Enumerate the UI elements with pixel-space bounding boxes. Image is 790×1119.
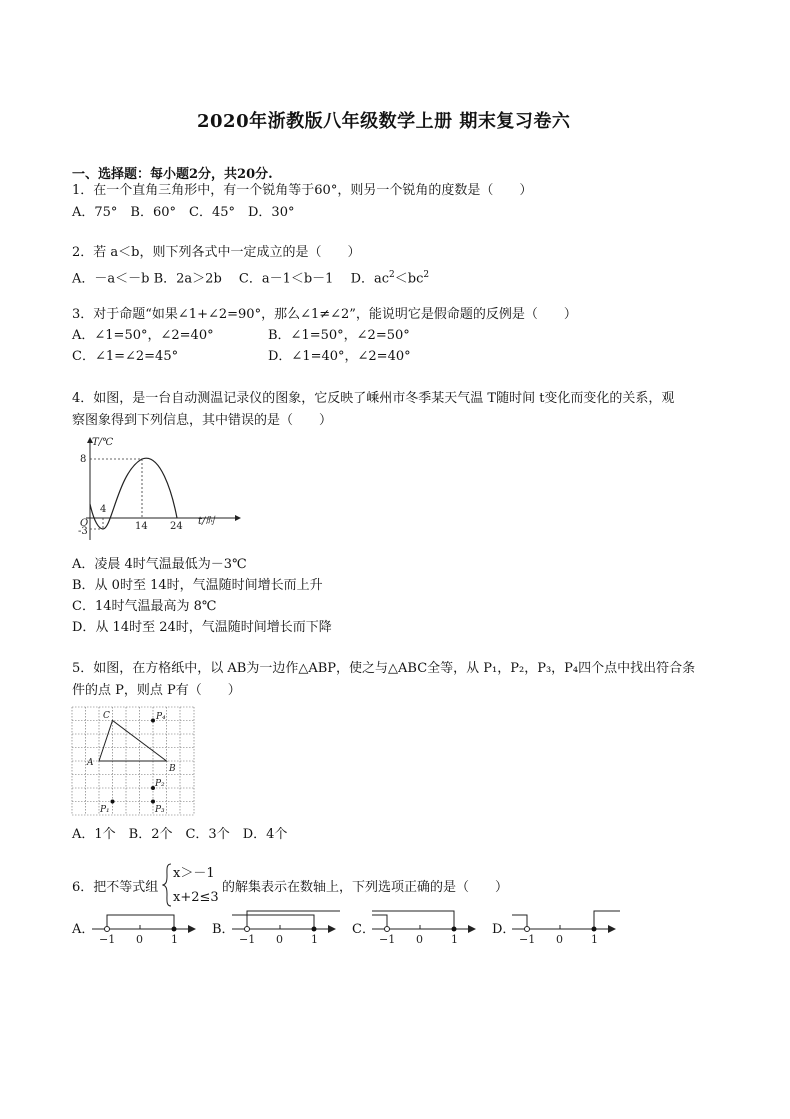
q6-option-a-number-line [90, 905, 200, 949]
point-p4 [151, 719, 155, 723]
q2-opt-mid: ＜bc [394, 271, 424, 287]
q3-option-c: C．∠1=∠2=45° [72, 349, 179, 364]
q5-stem-line1: 5．如图，在方格纸中，以 AB为一边作△ABP，使之与△ABC全等，从 P₁，P₂，P₃，P₄四个点中找出符合条 [72, 661, 696, 676]
q4-stem-line1: 4．如图，是一台自动测温记录仪的图象，它反映了嵊州市冬季某天气温 T随时间 t变化而变化的关系，观 [72, 391, 675, 406]
q2-options [72, 267, 429, 287]
q6-stem-suffix: 的解集表示在数轴上，下列选项正确的是（ ） [222, 880, 509, 895]
q6-inequality-1: x＞－1 [173, 866, 215, 881]
point-p3 [151, 800, 155, 804]
tick-1: 1 [171, 933, 178, 946]
label-p2: P₂ [155, 779, 165, 789]
q5-options: A．1个 B．2个 C．3个 D．4个 [72, 827, 288, 842]
q2-stem: 2．若 a＜b，则下列各式中一定成立的是（ ） [72, 245, 361, 260]
q4-stem-line2: 察图象得到下列信息，其中错误的是（ ） [72, 413, 333, 428]
tick-0: 0 [556, 933, 563, 946]
triangle-abc [99, 721, 167, 762]
tick-neg1: −1 [99, 933, 116, 946]
q3-option-d: D．∠1=40°，∠2=40° [268, 349, 411, 364]
tick-0: 0 [276, 933, 283, 946]
q6-option-d-number-line [510, 905, 622, 949]
tick-neg1: −1 [239, 933, 256, 946]
tick-neg1: −1 [519, 933, 536, 946]
y-axis-label: T/℃ [92, 437, 114, 448]
q4-option-b: B．从 0时至 14时，气温随时间增长而上升 [72, 578, 323, 593]
q6-option-d-letter: D． [492, 922, 516, 937]
grid-figure [70, 705, 196, 817]
q6-inequality-2: x+2≤3 [173, 890, 219, 905]
tick-neg1: −1 [379, 933, 396, 946]
label-b: B [169, 764, 176, 774]
tick-0: 0 [136, 933, 143, 946]
q2-sup-1: 2 [389, 270, 395, 280]
q1-stem: 1．在一个直角三角形中，有一个锐角等于60°，则另一个锐角的度数是（ ） [72, 183, 533, 198]
tick-1: 1 [591, 933, 598, 946]
q4-option-a: A．凌晨 4时气温最低为－3℃ [72, 557, 247, 572]
q5-stem-line2: 件的点 P，则点 P有（ ） [72, 683, 241, 698]
tick-1: 1 [451, 933, 458, 946]
origin-label: O [80, 518, 89, 529]
x-axis-label: t/时 [198, 516, 216, 527]
q2-opt-prefix: A．－a＜－b B．2a＞2b C．a－1＜b－1 D．ac [72, 271, 390, 287]
label-p3: P₃ [155, 805, 165, 815]
tick-1: 1 [311, 933, 318, 946]
q3-option-a: A．∠1=50°，∠2=40° [72, 328, 214, 343]
q3-stem: 3．对于命题“如果∠1+∠2=90°，那么∠1≠∠2”，能说明它是假命题的反例是（ ） [72, 307, 577, 322]
x-tick-14: 14 [135, 521, 148, 532]
q2-sup-2: 2 [423, 270, 430, 280]
label-c: C [103, 711, 110, 721]
q6-stem-prefix: 6．把不等式组 [72, 880, 159, 895]
tick-0: 0 [416, 933, 423, 946]
q4-option-c: C．14时气温最高为 8℃ [72, 599, 217, 614]
page-title: 2020年浙教版八年级数学上册 期末复习卷六 [197, 111, 571, 132]
q6-option-b-number-line [230, 905, 342, 949]
q6-option-b-letter: B． [212, 922, 235, 937]
y-tick-8: 8 [80, 454, 87, 465]
x-tick-24: 24 [170, 521, 183, 532]
point-p1 [111, 800, 115, 804]
label-p1: P₁ [100, 805, 110, 815]
temperature-graph [72, 432, 252, 550]
q6-option-a-letter: A． [72, 922, 95, 937]
y-tick-neg3: -3 [78, 526, 88, 537]
q6-option-c-number-line [370, 905, 480, 949]
q1-options: A．75° B．60° C．45° D．30° [72, 205, 295, 220]
label-a: A [87, 758, 94, 768]
x-tick-4: 4 [100, 504, 107, 515]
q4-option-d: D．从 14时至 24时，气温随时间增长而下降 [72, 620, 332, 635]
brace-icon [162, 862, 172, 908]
section-header: 一、选择题：每小题2分，共20分. [72, 167, 273, 182]
q6-option-c-letter: C． [352, 922, 375, 937]
q3-option-b: B．∠1=50°，∠2=50° [268, 328, 410, 343]
label-p4: P₄ [156, 712, 166, 722]
